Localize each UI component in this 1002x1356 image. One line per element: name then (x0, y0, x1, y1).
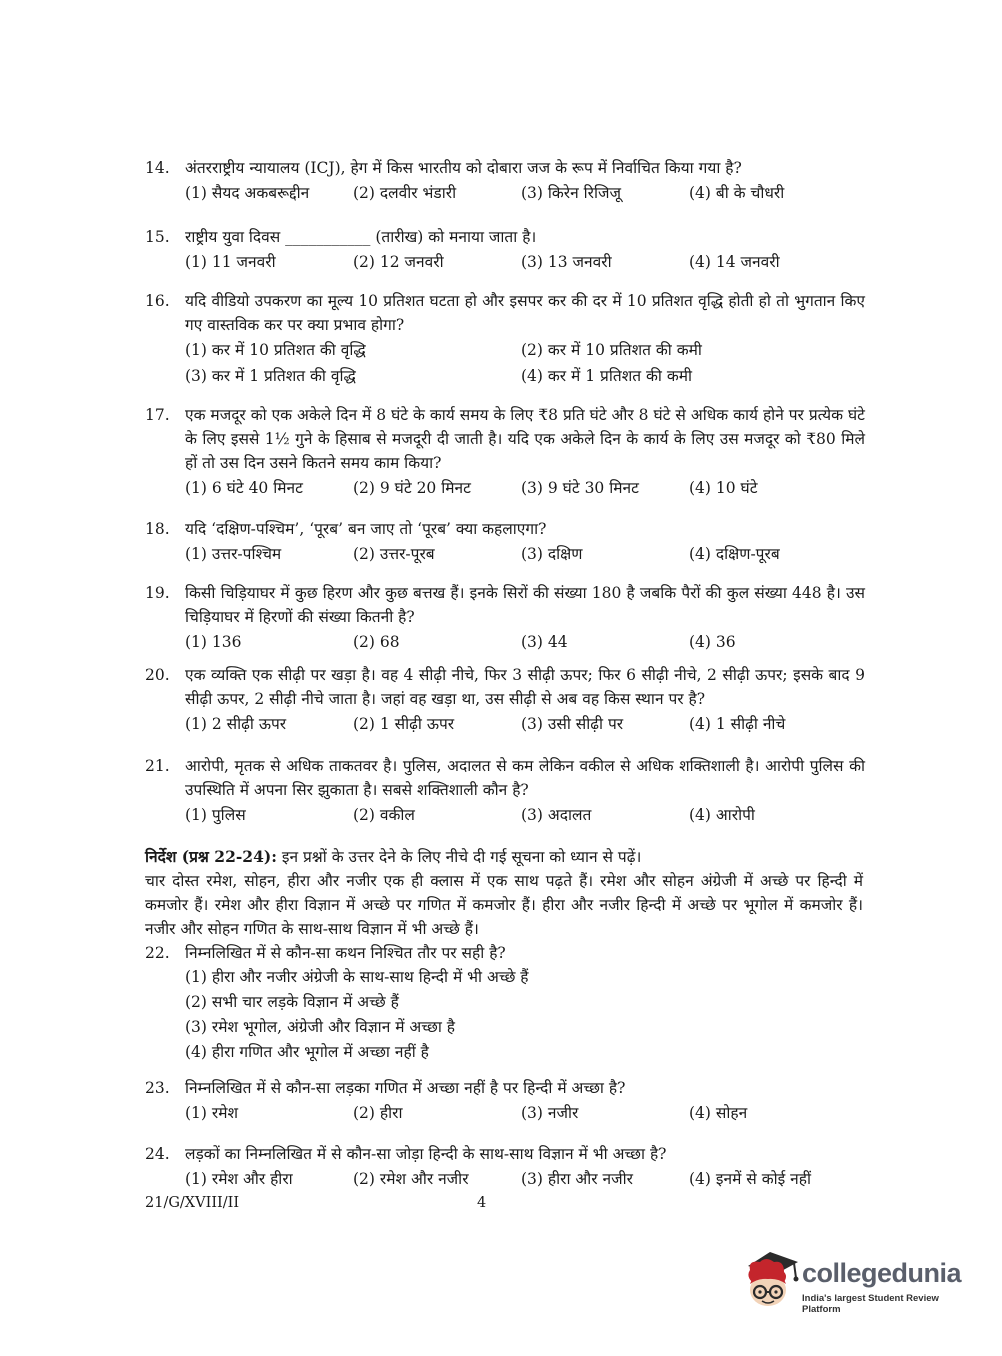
option-3: (3) किरेन रिजिजू (521, 184, 622, 202)
option-4: (4) 10 घंटे (689, 479, 758, 497)
option-2: (2) उत्तर-पूरब (353, 545, 435, 563)
option-1: (1) 2 सीढ़ी ऊपर (185, 715, 287, 733)
options-row-1 (185, 337, 865, 363)
page-number: 4 (477, 1195, 487, 1211)
option-3: (3) नजीर (521, 1104, 579, 1122)
logo-tagline: India's largest Student Review Platform (802, 1293, 939, 1315)
options (185, 180, 865, 206)
question-number: 22. (145, 944, 170, 962)
options-row-2 (185, 363, 865, 389)
question-17 (145, 403, 865, 501)
mascot-icon (740, 1248, 802, 1316)
option-3: (3) कर में 1 प्रतिशत की वृद्धि (185, 367, 356, 385)
question-number: 16. (145, 292, 170, 310)
option-1: (1) 11 जनवरी (185, 253, 276, 271)
question-text: निम्नलिखित में से कौन-सा कथन निश्चित तौर पर सही है? (185, 944, 506, 962)
option-4: (4) हीरा गणित और भूगोल में अच्छा नहीं है (185, 1043, 429, 1061)
question-text: लड़कों का निम्नलिखित में से कौन-सा जोड़ा हिन्दी के साथ-साथ विज्ञान में भी अच्छा है? (185, 1145, 667, 1163)
question-24 (145, 1142, 865, 1192)
options (185, 711, 865, 737)
option-3: (3) अदालत (521, 806, 592, 824)
question-number: 14. (145, 159, 170, 177)
question-18 (145, 517, 865, 567)
options (185, 629, 865, 655)
option-1: (1) रमेश (185, 1104, 239, 1122)
question-19 (145, 581, 865, 655)
directions-instruction: इन प्रश्नों के उत्तर देने के लिए नीचे दी गई सूचना को ध्यान से पढ़ें। (276, 848, 642, 866)
question-22 (145, 941, 865, 1065)
option-4: (4) 1 सीढ़ी नीचे (689, 715, 786, 733)
option-2: (2) दलवीर भंडारी (353, 184, 457, 202)
option-1: (1) कर में 10 प्रतिशत की वृद्धि (185, 341, 366, 359)
question-text: राष्ट्रीय युवा दिवस ___________ (तारीख) को मनाया जाता है। (185, 228, 537, 246)
question-number: 17. (145, 406, 170, 424)
question-20 (145, 663, 865, 737)
question-number: 23. (145, 1079, 170, 1097)
question-text: यदि वीडियो उपकरण का मूल्य 10 प्रतिशत घटता हो और इसपर कर की दर में 10 प्रतिशत वृद्धि होती हो तो भुगतान किए गए वास्तविक कर पर क्या प्रभाव होगा? (185, 292, 865, 334)
logo-wordmark: collegedunia (802, 1258, 962, 1288)
question-21 (145, 754, 865, 828)
options (185, 249, 865, 275)
option-1: (1) 136 (185, 633, 242, 651)
question-text: निम्नलिखित में से कौन-सा लड़का गणित में अच्छा नहीं है पर हिन्दी में अच्छा है? (185, 1079, 626, 1097)
option-1: (1) उत्तर-पश्चिम (185, 545, 282, 563)
option-3: (3) 13 जनवरी (521, 253, 612, 271)
option-4: (4) 14 जनवरी (689, 253, 780, 271)
option-2: (2) सभी चार लड़के विज्ञान में अच्छे हैं (185, 993, 399, 1011)
question-text: किसी चिड़ियाघर में कुछ हिरण और कुछ बत्तख हैं। इनके सिरों की संख्या 180 है जबकि पैरों की कुल संख्या 448 है। उस चिड़ियाघर में हिरणों की संख्या कितनी है? (185, 584, 865, 626)
option-2: (2) 12 जनवरी (353, 253, 444, 271)
question-number: 24. (145, 1145, 170, 1163)
option-4: (4) आरोपी (689, 806, 755, 824)
option-4: (4) इनमें से कोई नहीं (689, 1170, 812, 1188)
option-3: (3) दक्षिण (521, 545, 583, 563)
option-3: (3) हीरा और नजीर (521, 1170, 633, 1188)
option-3: (3) उसी सीढ़ी पर (521, 715, 624, 733)
option-4: (4) बी के चौधरी (689, 184, 785, 202)
options (185, 1166, 865, 1192)
option-1: (1) 6 घंटे 40 मिनट (185, 479, 303, 497)
question-16 (145, 289, 865, 389)
option-1: (1) रमेश और हीरा (185, 1170, 293, 1188)
question-number: 20. (145, 666, 170, 684)
option-4: (4) कर में 1 प्रतिशत की कमी (521, 367, 693, 385)
option-4: (4) 36 (689, 633, 736, 651)
option-1: (1) पुलिस (185, 806, 246, 824)
option-3: (3) 9 घंटे 30 मिनट (521, 479, 639, 497)
option-2: (2) 68 (353, 633, 400, 651)
question-23 (145, 1076, 865, 1126)
option-4: (4) दक्षिण-पूरब (689, 545, 780, 563)
option-2: (2) कर में 10 प्रतिशत की कमी (521, 341, 702, 359)
question-14 (145, 156, 865, 206)
question-number: 19. (145, 584, 170, 602)
option-1: (1) सैयद अकबरूद्दीन (185, 184, 310, 202)
question-text: यदि ‘दक्षिण-पश्चिम’, ‘पूरब’ बन जाए तो ‘पूरब’ क्या कहलाएगा? (185, 520, 547, 538)
paper-code: 21/G/XVIII/II (145, 1195, 240, 1211)
option-2: (2) 9 घंटे 20 मिनट (353, 479, 471, 497)
option-3: (3) 44 (521, 633, 568, 651)
directions-body: चार दोस्त रमेश, सोहन, हीरा और नजीर एक ही क्लास में एक साथ पढ़ते हैं। रमेश और सोहन अंग्रेजी में अच्छे पर हिन्दी में कमजोर हैं। रमेश और हीरा विज्ञान में अच्छे पर गणित में कमजोर हैं। हीरा और नजीर हिन्दी में अच्छे पर भूगोल में कमजोर हैं। नजीर और सोहन गणित के साथ-साथ विज्ञान में भी अच्छे हैं। (145, 872, 863, 938)
directions-label: निर्देश (प्रश्न 22-24): (145, 847, 277, 866)
option-2: (2) 1 सीढ़ी ऊपर (353, 715, 455, 733)
options (185, 1100, 865, 1126)
question-text: एक व्यक्ति एक सीढ़ी पर खड़ा है। वह 4 सीढ़ी नीचे, फिर 3 सीढ़ी ऊपर; फिर 6 सीढ़ी नीचे, 2 सीढ़ी ऊपर; इसके बाद 9 सीढ़ी ऊपर, 2 सीढ़ी नीचे जाता है। जहां वह खड़ा था, उस सीढ़ी से अब वह किस स्थान पर है? (185, 666, 865, 708)
option-2: (2) रमेश और नजीर (353, 1170, 469, 1188)
question-text: आरोपी, मृतक से अधिक ताकतवर है। पुलिस, अदालत से कम लेकिन वकील से अधिक शक्तिशाली है। आरोपी पुलिस की उपस्थिति में अपना सिर झुकाता है। सबसे शक्तिशाली कौन है? (185, 757, 865, 799)
collegedunia-logo (740, 1248, 970, 1316)
option-2: (2) हीरा (353, 1104, 403, 1122)
question-15 (145, 225, 865, 275)
option-2: (2) वकील (353, 806, 415, 824)
question-number: 21. (145, 757, 170, 775)
options (185, 541, 865, 567)
directions-heading (145, 845, 863, 869)
option-4: (4) सोहन (689, 1104, 748, 1122)
options (185, 475, 865, 501)
directions (145, 845, 863, 941)
question-text: अंतरराष्ट्रीय न्यायालय (ICJ), हेग में किस भारतीय को दोबारा जज के रूप में निर्वाचित किया गया है? (185, 159, 742, 177)
question-text: एक मजदूर को एक अकेले दिन में 8 घंटे के कार्य समय के लिए ₹8 प्रति घंटे और 8 घंटे से अधिक कार्य होने पर प्रत्येक घंटे के लिए इससे 1½ गुने के हिसाब से मजदूरी दी जाती है। यदि एक अकेले दिन के कार्य के लिए उस मजदूर को ₹80 मिले हों तो उस दिन उसने कितने समय काम किया? (185, 406, 865, 472)
question-number: 15. (145, 228, 170, 246)
option-1: (1) हीरा और नजीर अंग्रेजी के साथ-साथ हिन्दी में भी अच्छे हैं (185, 968, 529, 986)
options (185, 802, 865, 828)
question-number: 18. (145, 520, 170, 538)
option-3: (3) रमेश भूगोल, अंग्रेजी और विज्ञान में अच्छा है (185, 1018, 456, 1036)
